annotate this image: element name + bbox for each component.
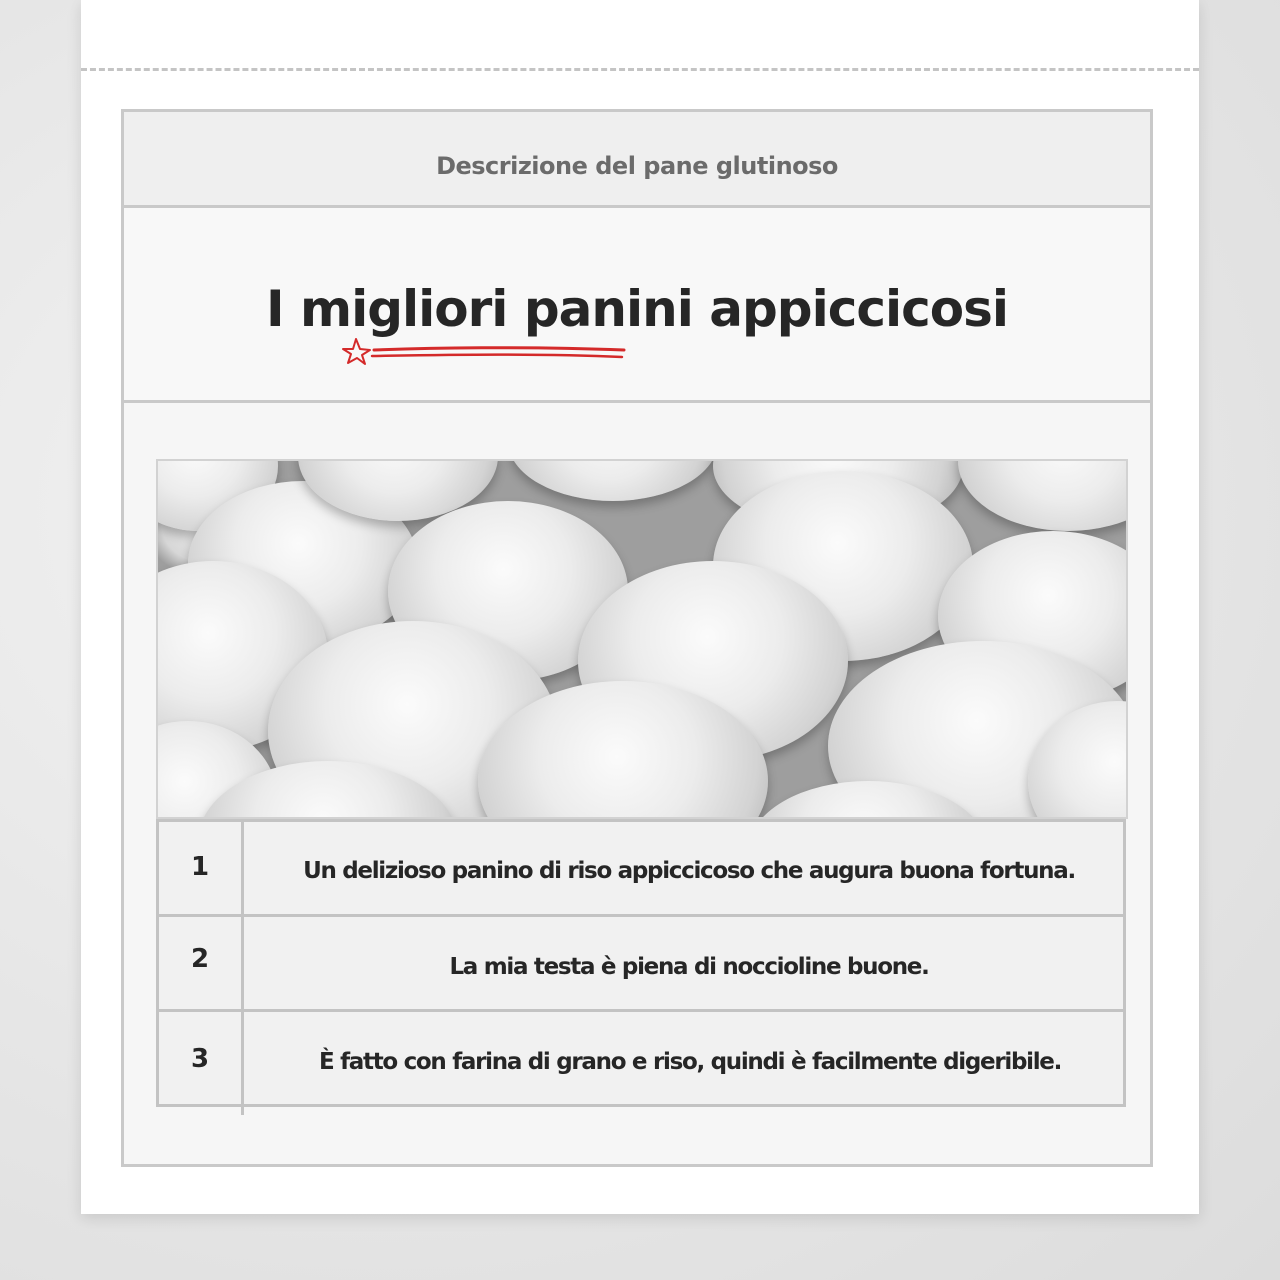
red-underline-doodle [336,326,626,366]
dashed-divider [81,68,1199,71]
item-number: 3 [190,1044,210,1074]
card-title: I migliori panini appiccicosi [265,280,1009,338]
item-text: Un delizioso panino di riso appiccicoso che augura buona fortuna. [303,858,1075,884]
content-frame [121,109,1153,1167]
item-text: È fatto con farina di grano e riso, quindi è facilmente digeribile. [318,1049,1062,1075]
numbered-list-table [156,819,1126,1107]
item-number: 2 [190,944,210,974]
list-item [159,822,1123,917]
header-band [124,112,1150,208]
list-item [159,917,1123,1012]
item-text: La mia testa è piena di noccioline buone. [449,954,929,980]
card-subtitle: Descrizione del pane glutinoso [436,151,838,180]
sticky-buns-photo [156,459,1128,819]
paper-card [81,0,1199,1214]
item-number: 1 [190,852,210,882]
title-band [124,208,1150,403]
list-item [159,1012,1123,1107]
